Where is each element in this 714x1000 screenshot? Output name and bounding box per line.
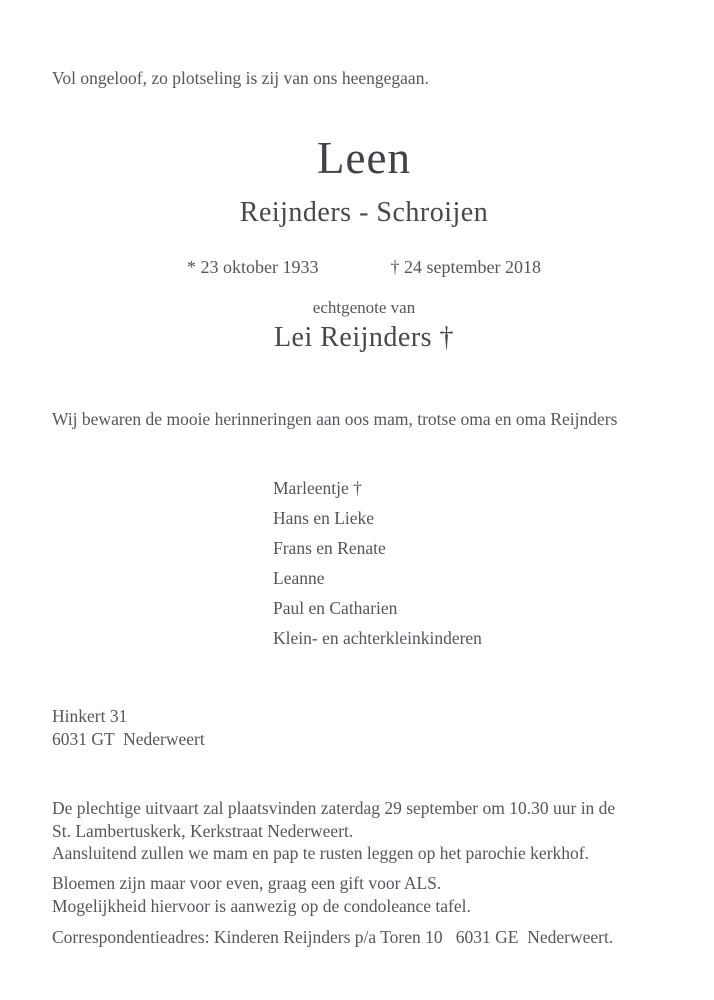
family-name-item: Leanne	[273, 568, 325, 588]
deceased-first-name: Leen	[317, 133, 411, 183]
spouse-name: Lei Reijnders †	[273, 322, 455, 353]
birth-date: * 23 oktober 1933	[187, 257, 319, 277]
funeral-details	[52, 797, 615, 865]
flowers-note	[52, 872, 471, 917]
address-street: Hinkert 31	[52, 706, 128, 726]
family-name-item: Marleentje †	[273, 478, 362, 498]
family-names-list	[273, 473, 482, 653]
tribute-line: Wij bewaren de mooie herinneringen aan oos mam, trotse oma en oma Reijnders	[52, 409, 618, 429]
spouse-intro: echtgenote van	[312, 298, 416, 317]
correspondence-line: Correspondentieadres: Kinderen Reijnders p/a Toren 10 6031 GE Nederweert.	[52, 927, 614, 947]
address-city: 6031 GT Nederweert	[52, 728, 205, 749]
funeral-details-line: St. Lambertuskerk, Kerkstraat Nederweert.	[52, 820, 354, 841]
funeral-details-line: Aansluitend zullen we mam en pap te rusten leggen op het parochie kerkhof.	[52, 843, 589, 863]
family-name-item: Hans en Lieke	[273, 508, 375, 528]
home-address	[52, 705, 205, 750]
deceased-family-name: Reijnders - Schroijen	[239, 197, 489, 228]
death-date: † 24 september 2018	[390, 257, 541, 277]
dates-row	[7, 257, 714, 278]
family-name-item: Klein- en achterkleinkinderen	[273, 628, 482, 648]
funeral-details-line: De plechtige uitvaart zal plaatsvinden zaterdag 29 september om 10.30 uur in de	[52, 798, 616, 818]
family-name-item: Paul en Catharien	[273, 598, 398, 618]
family-name-item: Frans en Renate	[273, 538, 386, 558]
opening-line: Vol ongeloof, zo plotseling is zij van ons heengegaan.	[52, 68, 429, 88]
flowers-note-line: Bloemen zijn maar voor even, graag een gift voor ALS.	[52, 873, 442, 893]
flowers-note-line: Mogelijkheid hiervoor is aanwezig op de condoleance tafel.	[52, 895, 471, 916]
